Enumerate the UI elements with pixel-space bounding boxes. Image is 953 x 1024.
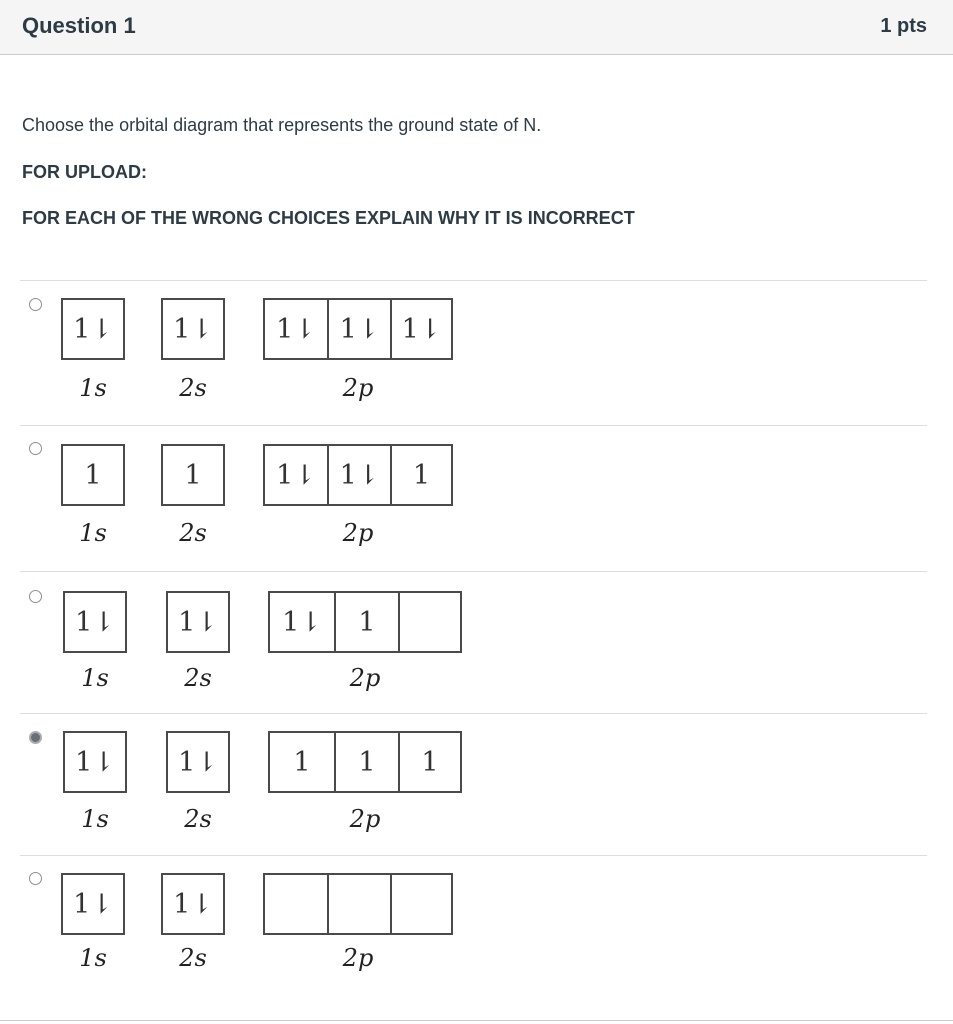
answer-radio-1[interactable]	[29, 298, 42, 311]
orbital-box-2p	[263, 298, 453, 360]
question-title: Question 1	[22, 13, 136, 38]
orbital-cell: 1⇂	[75, 746, 115, 778]
orbital-cell: 1	[184, 459, 202, 491]
orbital-label-2p: 2p	[342, 519, 374, 547]
orbital-cell: 1⇂	[178, 606, 218, 638]
orbital-cell: 1⇂	[276, 313, 316, 345]
orbital-label-1s: 1s	[81, 664, 109, 692]
orbital-label-2s: 2s	[179, 944, 207, 972]
orbital-label-2p: 2p	[349, 805, 381, 833]
orbital-box-1s	[61, 444, 125, 506]
orbital-box-2p	[268, 591, 462, 653]
answer-radio-5[interactable]	[29, 872, 42, 885]
upload-heading: FOR UPLOAD:	[22, 162, 147, 182]
orbital-cell	[398, 593, 460, 651]
orbital-label-2p: 2p	[342, 944, 374, 972]
orbital-cell: 1	[398, 733, 460, 791]
orbital-cell: 1⇂	[282, 606, 322, 638]
orbital-label-2s: 2s	[184, 664, 212, 692]
answer-radio-4[interactable]	[29, 731, 42, 744]
orbital-cell	[265, 875, 327, 933]
orbital-box-1s	[61, 873, 125, 935]
orbital-cell: 1⇂	[173, 313, 213, 345]
orbital-box-1s	[63, 591, 127, 653]
orbital-label-1s: 1s	[79, 374, 107, 402]
answer-option-3[interactable]	[0, 572, 953, 712]
orbital-label-2s: 2s	[179, 374, 207, 402]
orbital-box-2s	[166, 731, 230, 793]
orbital-box-2p	[263, 873, 453, 935]
orbital-cell: 1⇂	[178, 746, 218, 778]
orbital-label-1s: 1s	[79, 519, 107, 547]
question-bottom-border	[0, 1020, 953, 1021]
orbital-box-2s	[161, 444, 225, 506]
orbital-cell: 1	[84, 459, 102, 491]
orbital-label-2p: 2p	[342, 374, 374, 402]
orbital-cell: 1⇂	[173, 888, 213, 920]
question-points: 1 pts	[880, 15, 927, 37]
orbital-label-1s: 1s	[79, 944, 107, 972]
orbital-cell: 1	[334, 593, 398, 651]
orbital-label-2p: 2p	[349, 664, 381, 692]
orbital-cell: 1⇂	[327, 446, 390, 504]
answer-radio-3[interactable]	[29, 590, 42, 603]
orbital-cell: 1⇂	[390, 300, 451, 358]
orbital-cell: 1	[293, 746, 311, 778]
instruction-text: FOR EACH OF THE WRONG CHOICES EXPLAIN WHY IT IS INCORRECT	[22, 208, 635, 228]
orbital-label-2s: 2s	[184, 805, 212, 833]
orbital-cell: 1	[390, 446, 451, 504]
orbital-cell: 1⇂	[75, 606, 115, 638]
orbital-box-2p	[263, 444, 453, 506]
orbital-box-2p	[268, 731, 462, 793]
orbital-box-2s	[161, 298, 225, 360]
orbital-box-1s	[63, 731, 127, 793]
answer-option-2[interactable]	[0, 426, 953, 566]
orbital-box-2s	[161, 873, 225, 935]
orbital-box-2s	[166, 591, 230, 653]
answer-radio-2[interactable]	[29, 442, 42, 455]
question-prompt: Choose the orbital diagram that represents the ground state of N.	[22, 115, 542, 135]
orbital-cell: 1	[334, 733, 398, 791]
orbital-cell: 1⇂	[276, 459, 316, 491]
orbital-label-1s: 1s	[81, 805, 109, 833]
answer-option-4[interactable]	[0, 714, 953, 854]
orbital-box-1s	[61, 298, 125, 360]
orbital-cell	[327, 875, 390, 933]
orbital-cell: 1⇂	[73, 888, 113, 920]
orbital-cell	[390, 875, 451, 933]
answer-option-5[interactable]	[0, 856, 953, 996]
orbital-cell: 1⇂	[73, 313, 113, 345]
question-header	[0, 0, 953, 55]
orbital-label-2s: 2s	[179, 519, 207, 547]
answer-option-1[interactable]	[0, 281, 953, 421]
orbital-cell: 1⇂	[327, 300, 390, 358]
